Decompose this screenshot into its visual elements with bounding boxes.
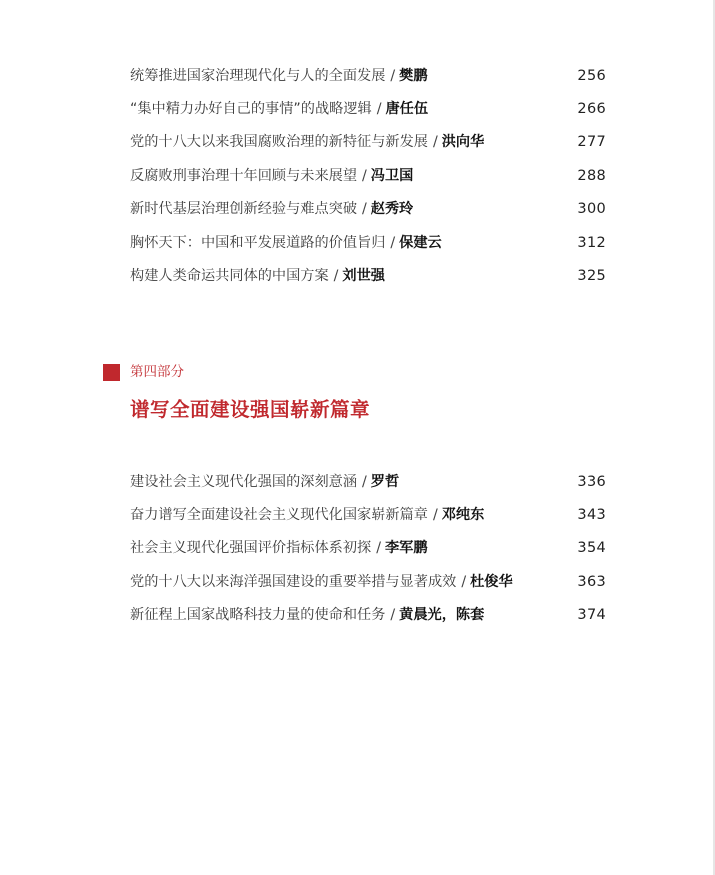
toc-entry-author: 刘世强	[342, 268, 385, 285]
toc-list-part3	[130, 59, 606, 293]
toc-entry-page-number: 277	[577, 134, 606, 151]
toc-entry-page-number: 354	[577, 540, 606, 557]
toc-entry-author: 黄晨光，陈套	[399, 607, 485, 624]
toc-entry-page-number: 288	[577, 167, 606, 184]
toc-entry-separator: /	[390, 67, 396, 84]
toc-entry-text	[130, 132, 484, 152]
toc-entry-text	[130, 605, 484, 625]
toc-entry-text	[130, 166, 413, 186]
toc-entry-title: 新征程上国家战略科技力量的使命和任务	[130, 607, 386, 624]
toc-entry-author: 樊鹏	[399, 67, 428, 84]
toc-entry-text	[130, 472, 399, 492]
toc-entry-author: 邓纯东	[441, 507, 485, 524]
toc-entry-page-number: 343	[577, 507, 606, 524]
toc-entry-text	[130, 572, 513, 592]
toc-entry-title: 社会主义现代化强国评价指标体系初探	[130, 540, 372, 557]
toc-entry-title: 党的十八大以来我国腐败治理的新特征与新发展	[130, 134, 428, 151]
toc-entry-text	[130, 99, 428, 119]
toc-entry-separator: /	[376, 101, 382, 118]
toc-entry-title: 构建人类命运共同体的中国方案	[130, 268, 329, 285]
toc-entry-text	[130, 199, 413, 219]
toc-entry-separator: /	[461, 573, 467, 590]
toc-entry-page-number: 300	[577, 201, 606, 218]
toc-entry-author: 李军鹏	[384, 540, 428, 557]
toc-entry-separator: /	[432, 134, 438, 151]
toc-entry-page-number: 312	[577, 234, 606, 251]
toc-entry[interactable]	[130, 59, 606, 92]
toc-entry-author: 洪向华	[441, 134, 485, 151]
toc-entry-text	[130, 233, 442, 253]
toc-entry-separator: /	[362, 167, 367, 184]
toc-entry[interactable]	[130, 193, 606, 226]
toc-entry[interactable]	[130, 226, 606, 259]
toc-entry-text	[130, 505, 484, 525]
toc-entry[interactable]	[130, 159, 606, 192]
toc-entry-page-number: 374	[577, 607, 606, 624]
toc-entry-author: 杜俊华	[470, 573, 513, 590]
toc-entry-title: 新时代基层治理创新经验与难点突破	[130, 201, 358, 218]
toc-entry-page-number: 363	[577, 573, 606, 590]
section-marker	[103, 364, 120, 381]
toc-entry-author: 唐任伍	[385, 101, 429, 118]
toc-entry-page-number: 325	[577, 268, 606, 285]
toc-entry-separator: /	[376, 540, 381, 557]
toc-entry-title: “集中精力办好自己的事情”的战略逻辑	[130, 101, 372, 118]
toc-entry-page-number: 266	[577, 101, 606, 118]
toc-entry[interactable]	[130, 465, 606, 498]
toc-entry-separator: /	[432, 507, 438, 524]
toc-entry-author: 赵秀玲	[370, 201, 414, 218]
toc-entry-separator: /	[390, 234, 396, 251]
toc-entry-text	[130, 538, 428, 558]
toc-list-part4	[130, 465, 606, 632]
toc-entry[interactable]	[130, 565, 606, 598]
toc-entry-page-number: 256	[577, 67, 606, 84]
section-label: 第四部分	[130, 364, 184, 380]
toc-entry-author: 罗哲	[370, 473, 400, 490]
toc-entry[interactable]	[130, 532, 606, 565]
toc-entry-title: 统筹推进国家治理现代化与人的全面发展	[130, 67, 386, 84]
toc-entry-separator: /	[333, 268, 339, 285]
toc-entry[interactable]	[130, 599, 606, 632]
section-title: 谱写全面建设强国崭新篇章	[130, 398, 371, 421]
toc-entry-title: 建设社会主义现代化强国的深刻意涵	[130, 473, 358, 490]
toc-entry-title: 胸怀天下：中国和平发展道路的价值旨归	[130, 234, 386, 251]
toc-entry-separator: /	[390, 607, 396, 624]
toc-entry-author: 保建云	[399, 234, 442, 251]
toc-entry-text	[130, 266, 385, 286]
toc-entry[interactable]	[130, 92, 606, 125]
toc-entry[interactable]	[130, 498, 606, 531]
toc-entry-author: 冯卫国	[370, 167, 414, 184]
toc-entry-title: 奋力谱写全面建设社会主义现代化国家崭新篇章	[130, 507, 428, 524]
toc-entry-separator: /	[362, 473, 367, 490]
toc-entry[interactable]	[130, 259, 606, 292]
toc-entry-text	[130, 66, 428, 86]
toc-entry-page-number: 336	[577, 473, 606, 490]
toc-entry-title: 党的十八大以来海洋强国建设的重要举措与显著成效	[130, 573, 457, 590]
toc-entry-title: 反腐败刑事治理十年回顾与未来展望	[130, 167, 358, 184]
toc-entry-separator: /	[362, 201, 367, 218]
toc-entry[interactable]	[130, 126, 606, 159]
